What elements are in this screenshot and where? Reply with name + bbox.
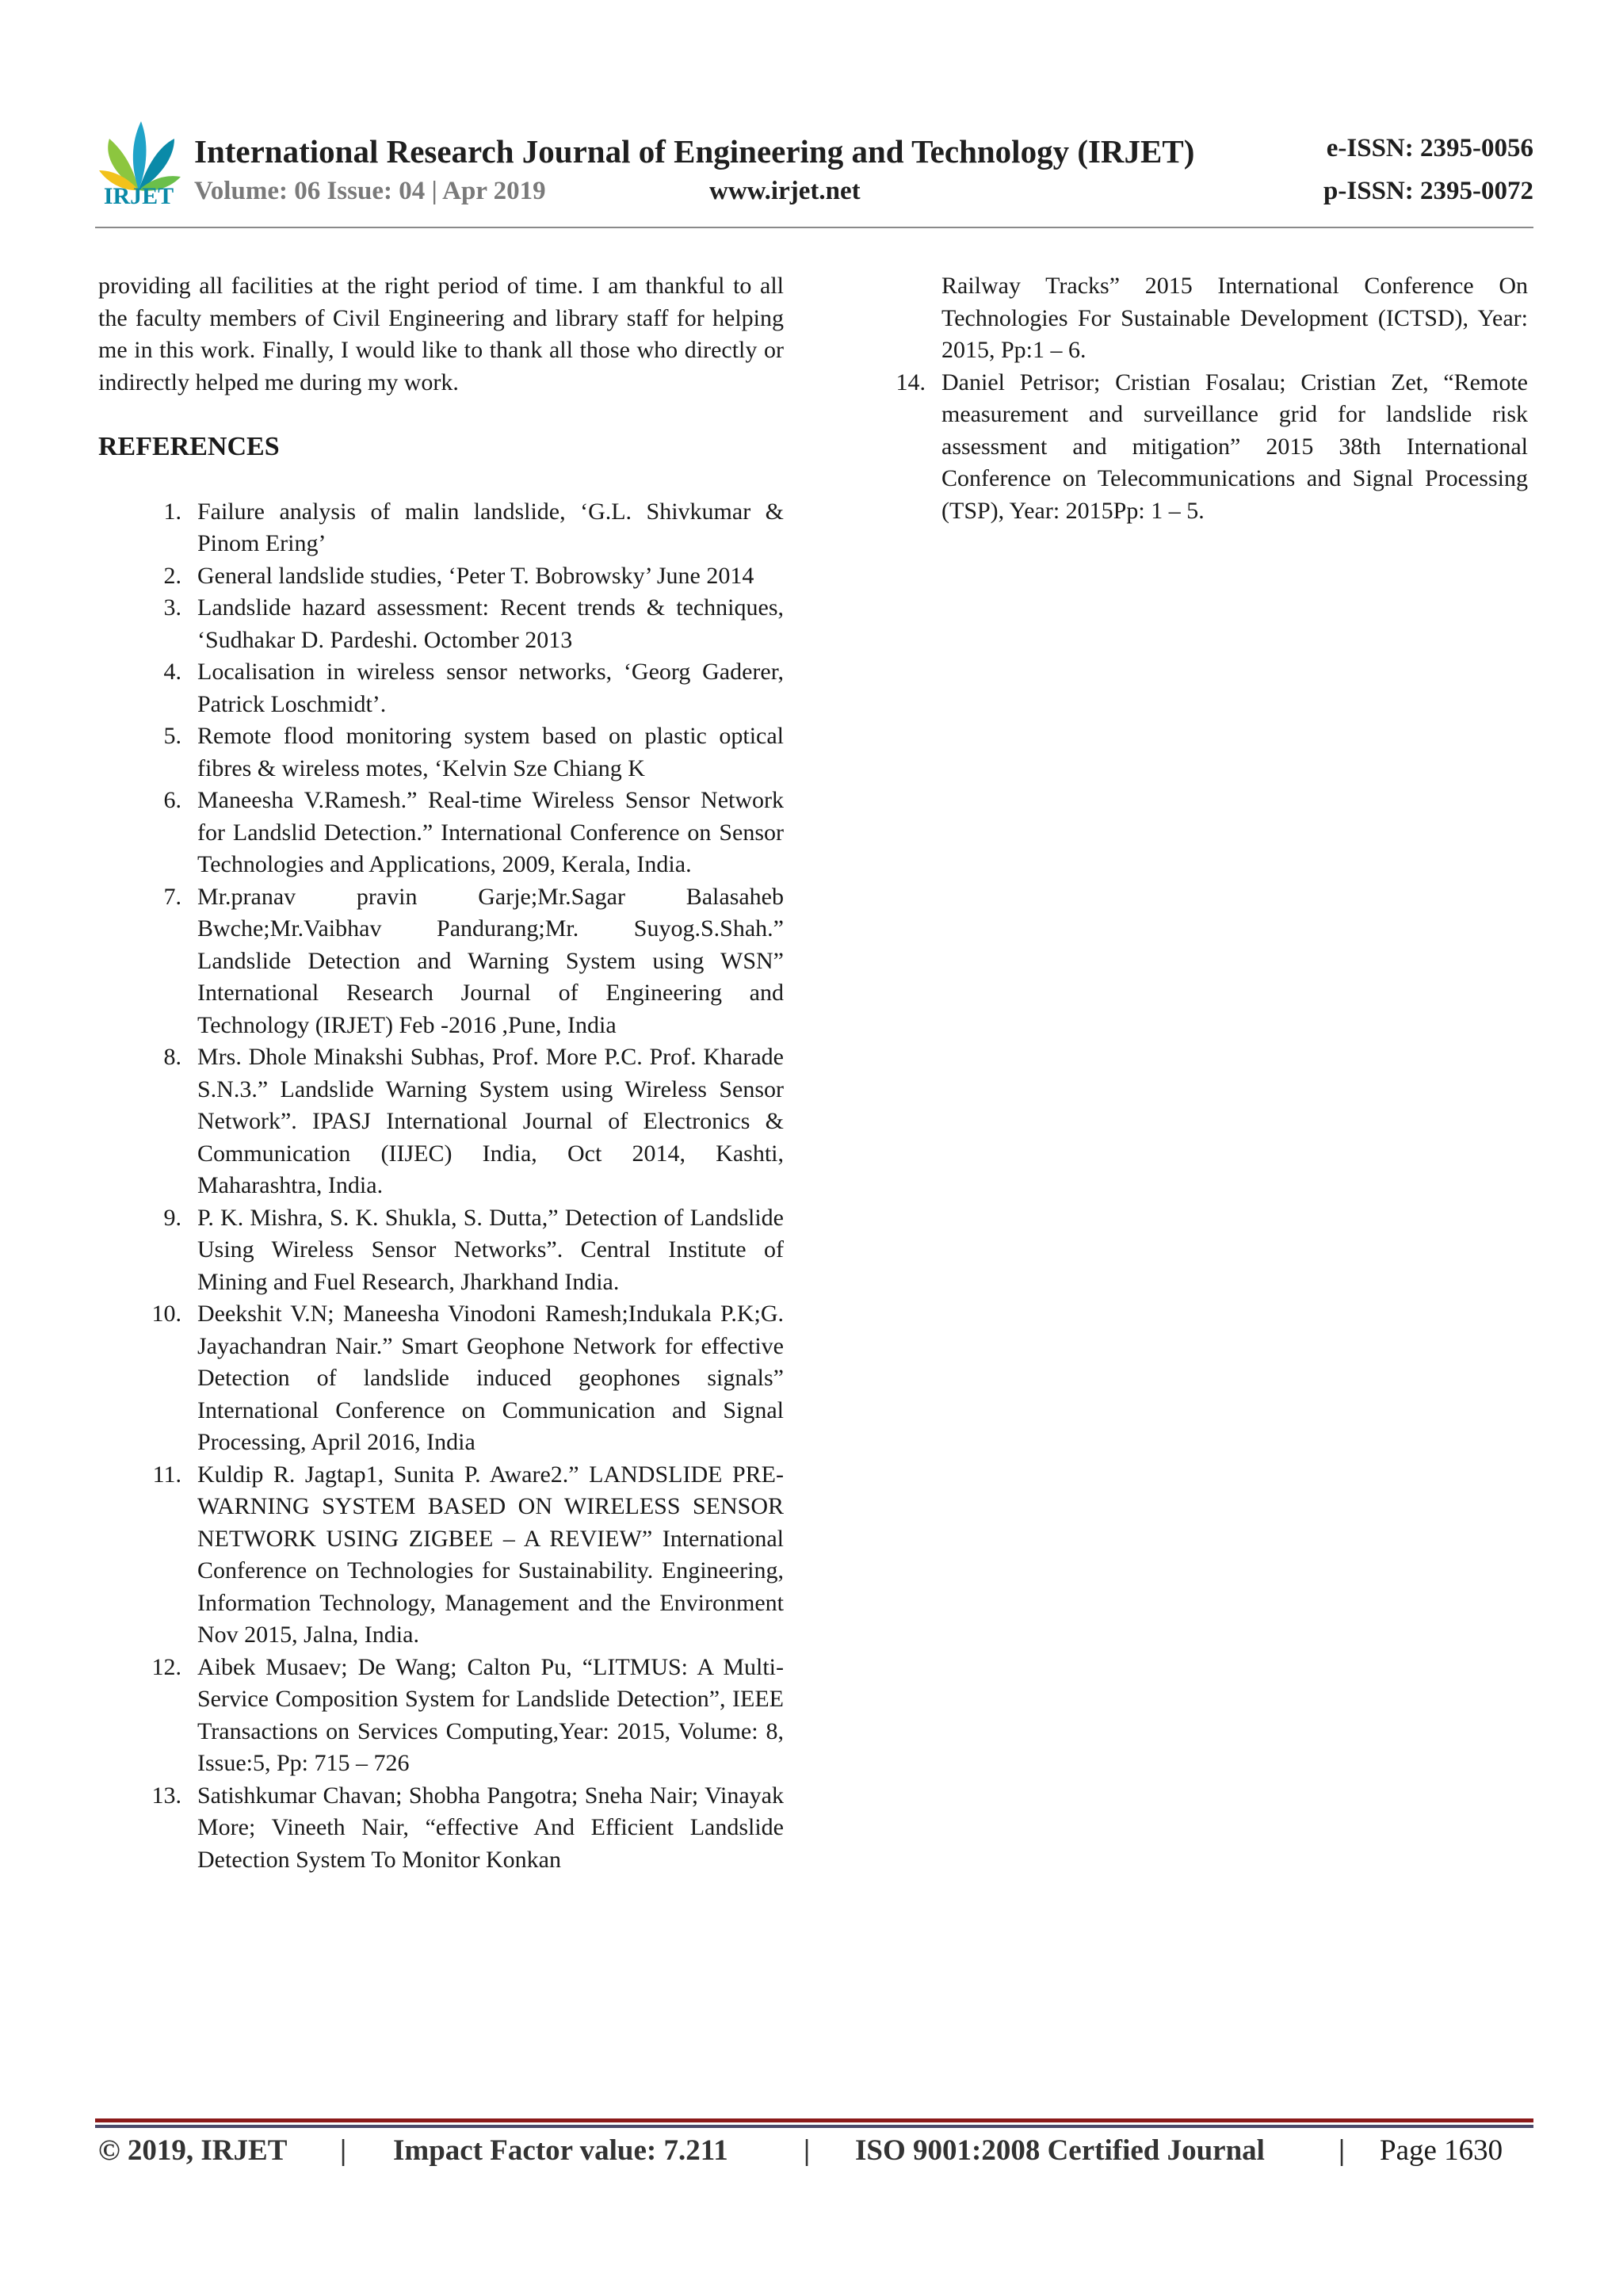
- reference-text: Landslide hazard assessment: Recent trends & techniques, ‘Sudhakar D. Pardeshi. Octomber 2013: [197, 594, 784, 653]
- footer-separator: |: [340, 2134, 347, 2167]
- reference-text: Localisation in wireless sensor networks, ‘Georg Gaderer, Patrick Loschmidt’.: [197, 659, 784, 717]
- reference-number: 14.: [896, 369, 926, 395]
- reference-number: 2.: [163, 562, 181, 589]
- e-issn: e-ISSN: 2395-0056: [1326, 134, 1533, 162]
- reference-text: Remote flood monitoring system based on plastic optical fibres & wireless motes, ‘Kelvin Sze Chiang K: [197, 723, 784, 781]
- journal-header: [95, 115, 1533, 226]
- iso-certification: ISO 9001:2008 Certified Journal: [855, 2134, 1265, 2167]
- reference-item: [98, 881, 784, 1042]
- reference-item: [98, 592, 784, 656]
- references-heading: REFERENCES: [98, 432, 280, 461]
- reference-text: Failure analysis of malin landslide, ‘G.L. Shivkumar & Pinom Ering’: [197, 498, 784, 556]
- reference-text: Mrs. Dhole Minakshi Subhas, Prof. More P.C. Prof. Kharade S.N.3.” Landslide Warning System using Wireless Sensor Network”. IPASJ International Journal of Electronics & Communication (IIJEC) India, Oct 2014, Kashti, Maharashtra, India.: [197, 1044, 784, 1198]
- reference-text: Maneesha V.Ramesh.” Real-time Wireless Sensor Network for Landslid Detection.” International Conference on Sensor Technologies and Applications, 2009, Kerala, India.: [197, 787, 784, 877]
- impact-factor: Impact Factor value: 7.211: [393, 2134, 728, 2167]
- header-divider: [95, 227, 1533, 228]
- reference-text: P. K. Mishra, S. K. Shukla, S. Dutta,” Detection of Landslide Using Wireless Sensor Networks”. Central Institute of Mining and Fuel Research, Jharkhand India.: [197, 1204, 784, 1295]
- reference-number: 9.: [163, 1204, 181, 1231]
- reference-number: 6.: [163, 787, 181, 813]
- footer-separator: |: [804, 2134, 811, 2167]
- footer-rule-bottom: [95, 2125, 1533, 2128]
- footer-rule-top: [95, 2118, 1533, 2122]
- acknowledgement-paragraph: providing all facilities at the right period of time. I am thankful to all the faculty members of Civil Engineering and library staff for helping me in this work. Finally, I would like to thank all those who directly or indirectly helped me during my work.: [98, 273, 784, 395]
- reference-text: Deekshit V.N; Maneesha Vinodoni Ramesh;Indukala P.K;G. Jayachandran Nair.” Smart Geophone Network for effective Detection of landslide induced geophones signals” International Conference on Communication and Signal Processing, April 2016, India: [197, 1301, 784, 1455]
- reference-item: [98, 1459, 784, 1652]
- reference-text: Kuldip R. Jagtap1, Sunita P. Aware2.” LANDSLIDE PRE-WARNING SYSTEM BASED ON WIRELESS SENSOR NETWORK USING ZIGBEE – A REVIEW” International Conference on Technologies for Sustainability. Engineering, Information Technology, Management and the Environment Nov 2015, Jalna, India.: [197, 1461, 784, 1648]
- reference-number: 1.: [163, 498, 181, 525]
- reference-number: 13.: [151, 1782, 181, 1809]
- reference-item: [98, 656, 784, 720]
- copyright: © 2019, IRJET: [98, 2134, 288, 2167]
- reference-item: [98, 496, 784, 560]
- reference-item: [98, 1298, 784, 1459]
- footer-separator: |: [1338, 2134, 1346, 2167]
- journal-website[interactable]: www.irjet.net: [709, 177, 861, 205]
- reference-13-continuation: Railway Tracks” 2015 International Conference On Technologies For Sustainable Development (ICTSD), Year: 2015, Pp:1 – 6.: [941, 273, 1528, 363]
- reference-text: Daniel Petrisor; Cristian Fosalau; Cristian Zet, “Remote measurement and surveillance grid for landslide risk assessment and mitigation” 2015 38th International Conference on Telecommunications and Signal Processing (TSP), Year: 2015Pp: 1 – 5.: [941, 369, 1528, 524]
- reference-text: Aibek Musaev; De Wang; Calton Pu, “LITMUS: A Multi-Service Composition System for Landslide Detection”, IEEE Transactions on Services Computing,Year: 2015, Volume: 8, Issue:5, Pp: 715 – 726: [197, 1653, 784, 1776]
- reference-item: [98, 720, 784, 785]
- journal-title: International Research Journal of Engineering and Technology (IRJET): [194, 133, 1195, 170]
- reference-item: [98, 560, 784, 593]
- reference-number: 10.: [151, 1301, 181, 1327]
- reference-item: [98, 1780, 784, 1877]
- reference-number: 12.: [151, 1653, 181, 1680]
- reference-number: 11.: [152, 1461, 181, 1488]
- reference-number: 5.: [163, 723, 181, 749]
- reference-text: Satishkumar Chavan; Shobha Pangotra; Sneha Nair; Vinayak More; Vineeth Nair, “effective And Efficient Landslide Detection System To Monitor Konkan: [197, 1782, 784, 1873]
- p-issn: p-ISSN: 2395-0072: [1323, 177, 1533, 205]
- reference-list-continued: [896, 367, 1528, 528]
- logo-wordmark: IRJET: [103, 183, 174, 209]
- reference-number: 4.: [163, 659, 181, 685]
- reference-number: 7.: [163, 883, 181, 910]
- page-number: Page 1630: [1380, 2134, 1503, 2167]
- reference-number: 8.: [163, 1044, 181, 1070]
- reference-text: Mr.pranav pravin Garje;Mr.Sagar Balasaheb Bwche;Mr.Vaibhav Pandurang;Mr. Suyog.S.Shah.” Landslide Detection and Warning System using WSN” International Research Journal of Engineering and Technology (IRJET) Feb -2016 ,Pune, India: [197, 883, 784, 1038]
- right-column: [896, 270, 1528, 527]
- reference-number: 3.: [163, 594, 181, 621]
- irjet-logo: [95, 115, 182, 218]
- reference-item: [896, 367, 1528, 528]
- reference-item: [98, 1041, 784, 1202]
- reference-item: [98, 785, 784, 881]
- reference-text: General landslide studies, ‘Peter T. Bobrowsky’ June 2014: [197, 562, 754, 589]
- reference-item: [98, 1652, 784, 1780]
- reference-list: [98, 496, 784, 1877]
- volume-issue: Volume: 06 Issue: 04 | Apr 2019: [194, 177, 546, 205]
- reference-item: [98, 1202, 784, 1299]
- left-column: [98, 270, 784, 1876]
